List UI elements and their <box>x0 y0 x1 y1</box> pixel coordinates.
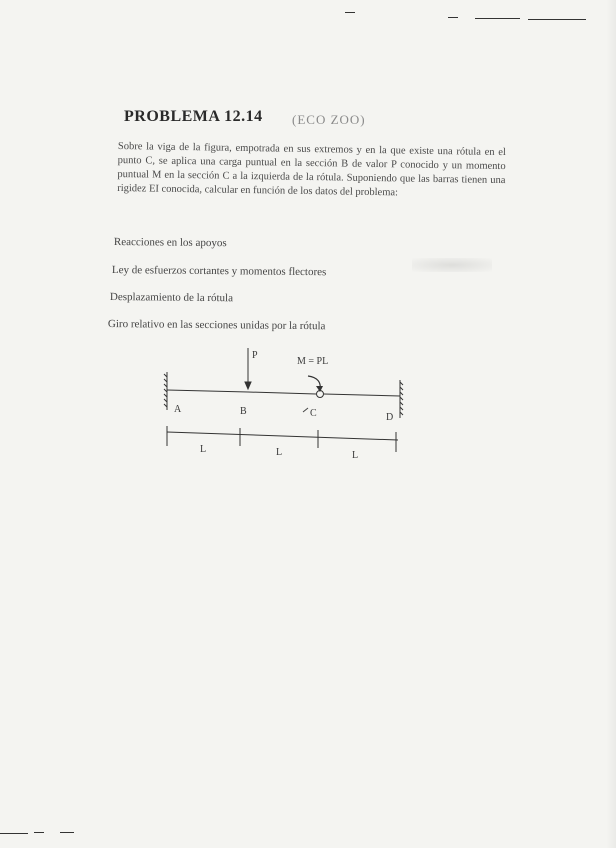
span-label-bc: L <box>276 447 283 458</box>
problem-statement: Sobre la viga de la figura, empotrada en sus extremos y en la que existe una rótula en el punto C, se aplica una carga puntual en la sección B de valor P conocido y un momento puntual M en la sección C a la izquierda de la rótula. Suponiendo que las barras tienen una rigidez EI conocida, calcular en función de los datos del problema: <box>117 140 506 199</box>
point-label-a: A <box>174 404 182 415</box>
question-hinge-displacement: Desplazamiento de la rótula <box>109 291 234 305</box>
question-shear-moment-laws: Ley de esfuerzos cortantes y momentos flectores <box>111 264 327 279</box>
span-label-cd: L <box>352 450 359 461</box>
question-relative-rotation: Giro relativo en las secciones unidas por la rótula <box>107 318 326 333</box>
load-label: P <box>252 350 258 361</box>
point-load-arrow <box>245 348 251 389</box>
span-label-ab: L <box>200 444 207 455</box>
point-label-b: B <box>240 406 247 417</box>
beam-segment-bc <box>248 392 316 394</box>
beam-segment-ab <box>167 390 248 392</box>
moment-label: M = PL <box>297 356 329 367</box>
beam-segment-cd <box>324 394 400 396</box>
point-label-d: D <box>386 412 394 423</box>
fixed-support-left <box>164 372 167 410</box>
point-label-c: C <box>310 408 317 419</box>
question-reactions: Reacciones en los apoyos <box>113 236 227 250</box>
fixed-support-right <box>400 380 403 418</box>
problem-note: (ECO ZOO) <box>292 112 366 127</box>
problem-title: PROBLEMA 12.14 <box>124 108 263 125</box>
c-tick <box>303 408 308 412</box>
